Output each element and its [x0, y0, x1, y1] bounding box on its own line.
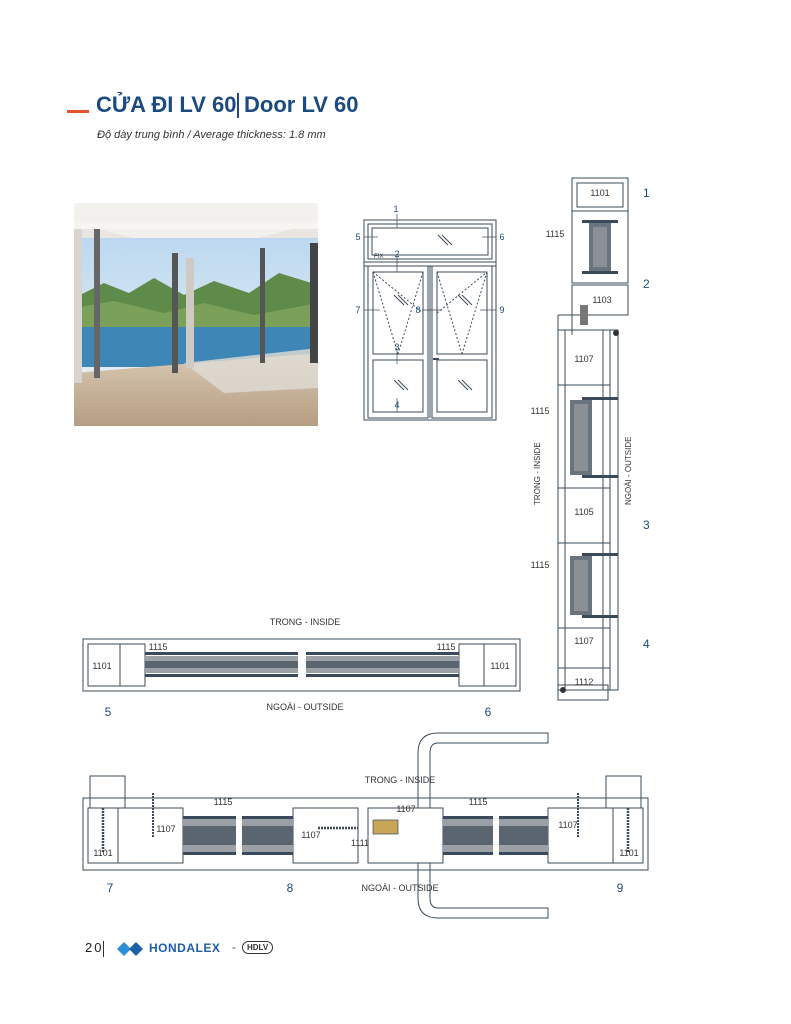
- thickness-subtitle: Độ dày trung bình / Average thickness: 1.8 mm: [97, 129, 326, 141]
- vertical-section-drawing: [525, 175, 665, 705]
- footer-brand: HONDALEX: [149, 941, 221, 955]
- fix-label: FIX: [374, 254, 384, 260]
- title-separator: [237, 93, 239, 118]
- page-title-vi: CỬA ĐI LV 60: [96, 92, 237, 117]
- s789-outside-label: NGOÀI - OUTSIDE: [361, 883, 439, 893]
- s789-inside-label: TRONG - INSIDE: [364, 775, 436, 785]
- door-elevation-drawing: [350, 200, 520, 430]
- vs-code-1101: 1101: [590, 188, 610, 198]
- s789-marker-7: 7: [106, 881, 114, 895]
- s56-code-1115-left: 1115: [148, 642, 168, 652]
- elevation-marker-7: 7: [355, 305, 361, 315]
- s789-code-1101-left: 1101: [93, 848, 113, 858]
- s56-marker-6: 6: [484, 705, 492, 719]
- vs-code-1112: 1112: [574, 677, 594, 687]
- s56-marker-5: 5: [104, 705, 112, 719]
- elevation-marker-3: 3: [394, 342, 400, 352]
- vs-code-1107-top: 1107: [574, 354, 594, 364]
- s56-code-1115-right: 1115: [436, 642, 456, 652]
- elevation-marker-6: 6: [499, 232, 505, 242]
- s789-code-1107-left: 1107: [156, 824, 176, 834]
- vs-code-1115-low: 1115: [530, 560, 550, 570]
- s789-marker-9: 9: [616, 881, 624, 895]
- vs-inside-label: TRONG - INSIDE: [533, 442, 542, 505]
- s789-code-1107-right: 1107: [558, 820, 578, 830]
- footer-dash: -: [232, 940, 236, 954]
- s789-marker-8: 8: [286, 881, 294, 895]
- s789-code-1101-right: 1101: [619, 848, 639, 858]
- vs-marker-3: 3: [643, 518, 650, 532]
- s789-code-1107-mid: 1107: [301, 830, 321, 840]
- elevation-marker-8: 8: [415, 305, 421, 315]
- vs-code-1103: 1103: [592, 295, 612, 305]
- vs-code-1107-bottom: 1107: [574, 636, 594, 646]
- footer-sub-brand: HDLV: [242, 941, 273, 954]
- elevation-marker-5: 5: [355, 232, 361, 242]
- hondalex-logo-icon: [115, 940, 145, 958]
- s789-code-1107-handle: 1107: [396, 804, 416, 814]
- footer-separator: [103, 941, 104, 957]
- s56-code-1101-right: 1101: [490, 661, 510, 671]
- vs-marker-4: 4: [643, 637, 650, 651]
- vs-outside-label: NGOÀI - OUTSIDE: [624, 436, 633, 505]
- elevation-marker-1: 1: [393, 204, 399, 214]
- vs-code-1115-top: 1115: [545, 229, 565, 239]
- s789-code-1115-left: 1115: [213, 797, 233, 807]
- elevation-marker-9: 9: [499, 305, 505, 315]
- s789-code-1111: 1111: [350, 838, 370, 848]
- title-accent-dash: [67, 110, 89, 113]
- vs-code-1115-mid: 1115: [530, 406, 550, 416]
- s56-inside-label: TRONG - INSIDE: [269, 617, 341, 627]
- vs-marker-1: 1: [643, 186, 650, 200]
- s56-outside-label: NGOÀI - OUTSIDE: [266, 702, 344, 712]
- section-5-6-drawing: [80, 612, 530, 722]
- elevation-marker-2: 2: [394, 249, 400, 259]
- page-title-en: Door LV 60: [244, 92, 359, 117]
- s789-code-1115-right: 1115: [468, 797, 488, 807]
- elevation-marker-4: 4: [394, 400, 400, 410]
- section-7-8-9-drawing: [78, 728, 653, 928]
- vs-code-1105: 1105: [574, 507, 594, 517]
- page-number: 20: [85, 940, 104, 955]
- door-interior-photo: [74, 203, 318, 426]
- s56-code-1101-left: 1101: [92, 661, 112, 671]
- vs-marker-2: 2: [643, 277, 650, 291]
